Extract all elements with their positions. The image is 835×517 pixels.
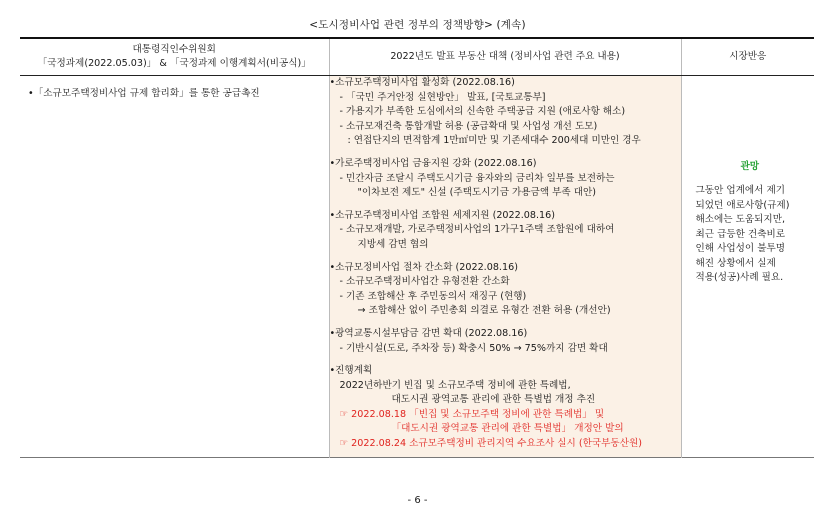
policy-detail-line: 2022년하반기 빈집 및 소규모주택 정비에 관한 특례법, <box>339 379 571 391</box>
reaction-line: 되었던 애로사항(규제) <box>695 199 790 211</box>
policy-detail-line: - 소규모주택정비사업간 유형전환 간소화 <box>339 276 510 288</box>
header-market-reaction: 시장반응 <box>681 38 814 76</box>
policy-group <box>330 157 681 201</box>
policy-detail-line: - 기반시설(도로, 주차장 등) 확충시 50% → 75%까지 감면 확대 <box>339 342 608 354</box>
policy-detail-line: ☞ 2022.08.24 소규모주택정비 관리지역 수요조사 실시 (한국부동산원) <box>339 438 642 450</box>
policy-title: •소규모정비사업 절차 간소화 (2022.08.16) <box>329 261 518 273</box>
policy-group <box>330 76 681 149</box>
table-caption: <도시정비사업 관련 정부의 정책방향> (계속) <box>309 19 526 31</box>
policy-group <box>330 261 681 319</box>
reaction-line: 해진 상황에서 실제 <box>695 257 776 269</box>
reaction-line: 인해 사업성이 불투명 <box>695 243 786 254</box>
task-text: •「소규모주택정비사업 규제 합리화」를 통한 공급촉진 <box>28 88 260 99</box>
policy-detail-line: - 가용지가 부족한 도심에서의 신속한 주택공급 지원 (애로사항 해소) <box>339 106 626 118</box>
policy-title: •소규모주택정비사업 조합원 세제지원 (2022.08.16) <box>329 209 556 221</box>
reaction-line: 적용(성공)사례 필요. <box>695 272 784 283</box>
policy-detail-line: → 조합해산 없이 주민총회 의결로 유형간 전환 허용 (개선안) <box>357 305 611 317</box>
reaction-line: 최근 급등한 건축비로 <box>695 228 786 240</box>
policy-detail-line: 대도시권 광역교통 관리에 관한 특별법 개정 추진 <box>391 394 596 406</box>
reaction-line: 그동안 업계에서 제기 <box>695 185 786 196</box>
policy-detail-line: - 민간자금 조달시 주택도시기금 융자와의 금리차 일부를 보전하는 <box>339 172 615 184</box>
page-number: - 6 - <box>407 495 428 506</box>
header-committee: 대통령직인수위원회 <box>132 44 216 55</box>
reaction-box <box>682 76 815 286</box>
policy-detail-line: ☞ 2022.08.18 「빈집 및 소규모주택 정비에 관한 특례법」 및 <box>339 408 605 420</box>
policy-detail-line: - 소규모재건축 통합개발 허용 (공급확대 및 사업성 개선 도모) <box>339 120 598 132</box>
policy-title: •가로주택정비사업 금융지원 강화 (2022.08.16) <box>329 157 537 169</box>
market-reaction-cell <box>681 76 814 458</box>
task-cell <box>20 76 329 458</box>
table-row <box>20 76 814 458</box>
policy-title: •광역교통시설부담금 감면 확대 (2022.08.16) <box>329 327 528 339</box>
policy-detail-line: - 기존 조합해산 후 주민동의서 재징구 (현행) <box>339 290 527 302</box>
policy-detail-line: 「대도시권 광역교통 관리에 관한 특별법」 개정안 발의 <box>391 423 624 435</box>
header-measures: 2022년도 발표 부동산 대책 (정비사업 관련 주요 내용) <box>329 38 681 76</box>
policy-group <box>330 209 681 253</box>
policy-title: •진행계획 <box>329 365 373 377</box>
policy-detail-line: : 연접단지의 면적합계 1만㎡미만 및 기존세대수 200세대 미만인 경우 <box>347 135 641 147</box>
reaction-line: 해소에는 도움되지만, <box>695 214 786 225</box>
policy-measures-cell <box>329 76 681 458</box>
policy-title: •소규모주택정비사업 활성화 (2022.08.16) <box>329 77 515 88</box>
table-header-row <box>20 38 814 76</box>
policy-group <box>330 327 681 356</box>
reaction-title: 관망 <box>740 161 760 172</box>
header-tasks-source: 「국정과제(2022.05.03)」 & 「국정과제 이행계획서(비공식)」 <box>37 58 311 69</box>
reaction-text <box>696 184 805 286</box>
policy-detail-line: - 「국민 주거안정 실현방안」 발표, [국토교통부] <box>339 91 546 103</box>
policy-group <box>330 364 681 452</box>
policy-table <box>20 37 814 458</box>
policy-detail-line: 지방세 감면 협의 <box>357 238 429 250</box>
policy-detail-line: - 소규모재개발, 가로주택정비사업의 1가구1주택 조합원에 대하여 <box>339 224 615 236</box>
policy-detail-line: "이차보전 제도" 신설 (주택도시기금 가용금액 부족 대안) <box>357 187 596 199</box>
header-national-tasks <box>20 38 329 76</box>
